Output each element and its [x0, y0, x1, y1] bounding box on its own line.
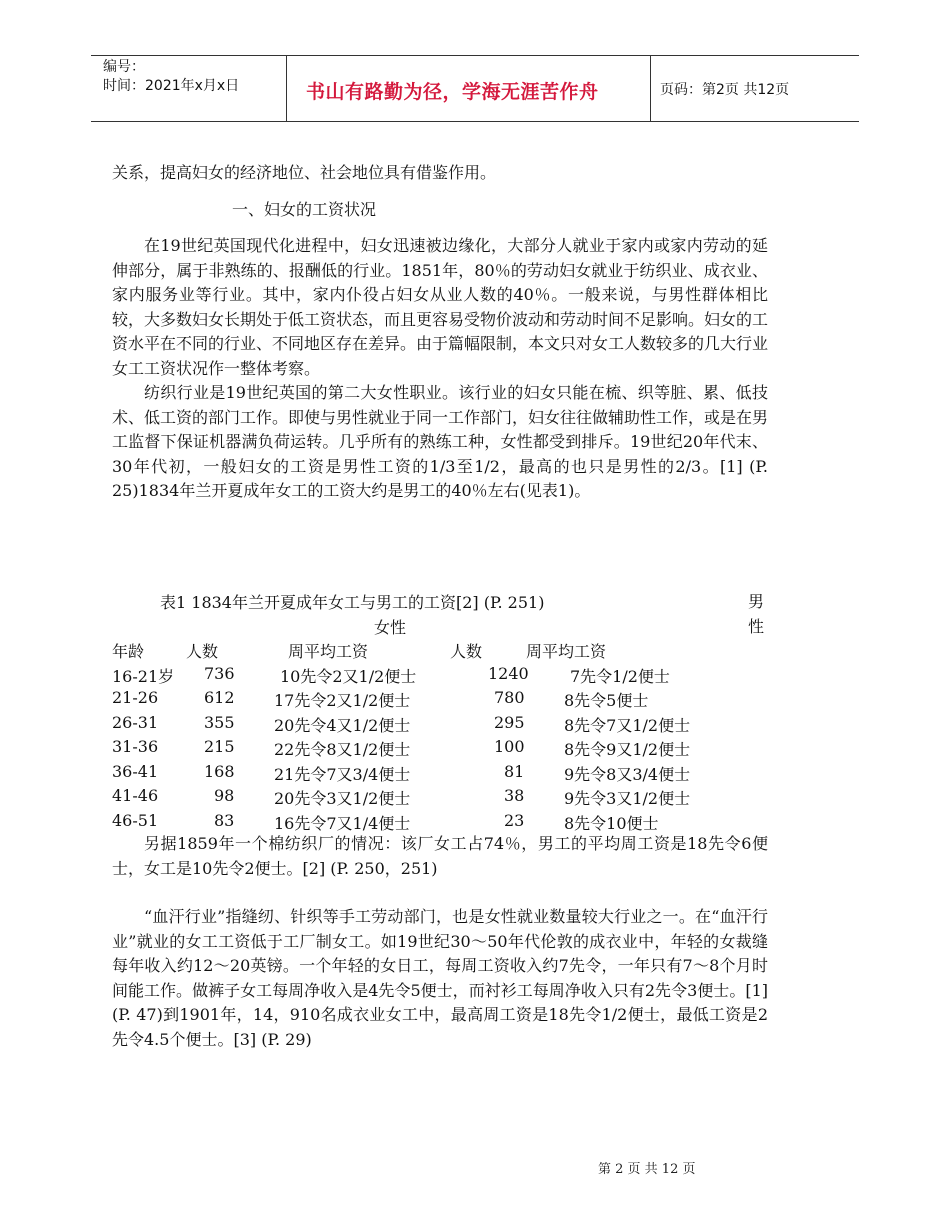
- cell-age: 46-51: [112, 810, 159, 830]
- cell-age: 21-26: [112, 688, 159, 707]
- cell-male-wage: 20先令4又1/2便士: [274, 715, 411, 735]
- cell-female-wage: 9先令3又1/2便士: [564, 789, 691, 808]
- cell-male-count: 168: [204, 761, 235, 781]
- cell-female-wage: 8先令5便士: [564, 691, 649, 710]
- header-male-wage: 周平均工资: [288, 642, 369, 661]
- body-text-top: [112, 161, 768, 504]
- paragraph-sweated-trades: “血汗行业”指缝纫、针织等手工劳动部门，也是女性就业数量较大行业之一。在“血汗行业”就业的女工工资低于工厂制女工。如19世纪30～50年代伦敦的成衣业中，年轻的女裁缝每年收入约12～20英镑。一个年轻的女日工，每周工资收入约7先令，一年只有7～8个月时间能工作。做裤子女工每周净收入是4先令5便士，而衬衫工每周净收入只有2先令3便士。[1] (P. 47)到1901年，14，910名成衣业女工中，最高周工资是18先令1/2便士，最低工资是2先令4.5个便士。[3] (P. 29): [112, 907, 768, 1049]
- header-motto: 书山有路勤为径，学海无涯苦作舟: [306, 81, 599, 103]
- header-divider-right: [650, 55, 651, 122]
- page-footer: 第 2 页 共 12 页: [598, 1162, 696, 1177]
- cell-male-wage: 10先令2又1/2便士: [280, 666, 417, 686]
- cell-female-wage: 8先令10便士: [564, 813, 659, 833]
- table-row: [112, 688, 768, 713]
- cell-female-wage: 9先令8又3/4便士: [564, 764, 691, 784]
- cell-male-count: 736: [204, 663, 235, 683]
- header-female-wage: 周平均工资: [526, 642, 607, 661]
- cell-female-wage: 8先令9又1/2便士: [564, 740, 691, 759]
- male-label: 男性: [748, 592, 765, 636]
- header-female-count: 人数: [450, 642, 483, 661]
- cell-female-count: 295: [494, 712, 525, 732]
- table-row: [112, 737, 768, 762]
- cell-female-wage: 7先令1/2便士: [570, 666, 670, 686]
- cell-male-count: 83: [214, 810, 235, 830]
- cell-male-count: 612: [204, 688, 235, 707]
- header-bottom-rule: [91, 121, 859, 122]
- female-label: 女性: [374, 617, 407, 637]
- cell-male-count: 215: [204, 737, 235, 756]
- table-row: [112, 664, 768, 689]
- cell-female-wage: 8先令7又1/2便士: [564, 715, 691, 735]
- paragraph-cotton-mill: 另据1859年一个棉纺织厂的情况：该厂女工占74％，男工的平均周工资是18先令6便士，女工是10先令2便士。[2] (P. 250，251): [112, 834, 768, 878]
- table-row: [112, 762, 768, 787]
- header-page-info: 页码：第2页 共12页: [660, 82, 790, 98]
- cell-male-wage: 21先令7又3/4便士: [274, 764, 411, 784]
- cell-age: 26-31: [112, 712, 159, 732]
- header-age: 年龄: [112, 642, 145, 661]
- cell-male-wage: 22先令8又1/2便士: [274, 740, 411, 759]
- cell-age: 31-36: [112, 737, 159, 756]
- paragraph-continuation: 关系，提高妇女的经济地位、社会地位具有借鉴作用。: [112, 163, 497, 182]
- document-time: 时间：2021年x月x日: [103, 78, 240, 94]
- table-caption: 表1 1834年兰开夏成年女工与男工的工资[2] (P. 251): [160, 593, 545, 612]
- header-divider-left: [286, 55, 287, 122]
- table-header-row: [112, 639, 768, 664]
- document-number-label: 编号：: [103, 59, 145, 75]
- cell-female-count: 81: [504, 761, 525, 781]
- cell-male-count: 355: [204, 712, 235, 732]
- cell-female-count: 23: [504, 810, 525, 830]
- cell-female-count: 780: [494, 688, 525, 707]
- cell-male-count: 98: [214, 786, 235, 805]
- cell-age: 16-21岁: [112, 666, 175, 686]
- cell-female-count: 38: [504, 786, 525, 805]
- cell-male-wage: 17先令2又1/2便士: [274, 691, 411, 710]
- cell-age: 36-41: [112, 761, 159, 781]
- header-male-count: 人数: [186, 642, 219, 661]
- header-top-rule: [91, 55, 859, 56]
- paragraph-textile: 纺织行业是19世纪英国的第二大女性职业。该行业的妇女只能在梳、织等脏、累、低技术、低工资的部门工作。即使与男性就业于同一工作部门，妇女往往做辅助性工作，或是在男工监督下保证机器满负荷运转。几乎所有的熟练工种，女性都受到排斥。19世纪20年代末、30年代初，一般妇女的工资是男性工资的1/3至1/2，最高的也只是男性的2/3。[1] (P. 25)1834年兰开夏成年女工的工资大约是男工的40％左右(见表1)。: [112, 383, 769, 500]
- paragraph-intro: 在19世纪英国现代化进程中，妇女迅速被边缘化，大部分人就业于家内或家内劳动的延伸部分，属于非熟练的、报酬低的行业。1851年，80％的劳动妇女就业于纺织业、成衣业、家内服务业等行业。其中，家内仆役占妇女从业人数的40％。一般来说，与男性群体相比较，大多数妇女长期处于低工资状态，而且更容易受物价波动和劳动时间不足影响。妇女的工资水平在不同的行业、不同地区存在差异。由于篇幅限制，本文只对女工人数较多的几大行业女工工资状况作一整体考察。: [112, 236, 769, 378]
- cell-female-count: 1240: [488, 663, 529, 683]
- cell-age: 41-46: [112, 786, 159, 805]
- cell-male-wage: 16先令7又1/4便士: [274, 813, 411, 833]
- section-heading: 一、妇女的工资状况: [232, 199, 377, 219]
- cell-male-wage: 20先令3又1/2便士: [274, 789, 411, 808]
- table-row: [112, 713, 768, 738]
- cell-female-count: 100: [494, 737, 525, 756]
- table-row: [112, 786, 768, 811]
- body-text-bottom: [112, 832, 768, 1052]
- wage-table: [112, 590, 768, 835]
- table-gender-row: [112, 615, 768, 640]
- header-meta: [103, 58, 239, 96]
